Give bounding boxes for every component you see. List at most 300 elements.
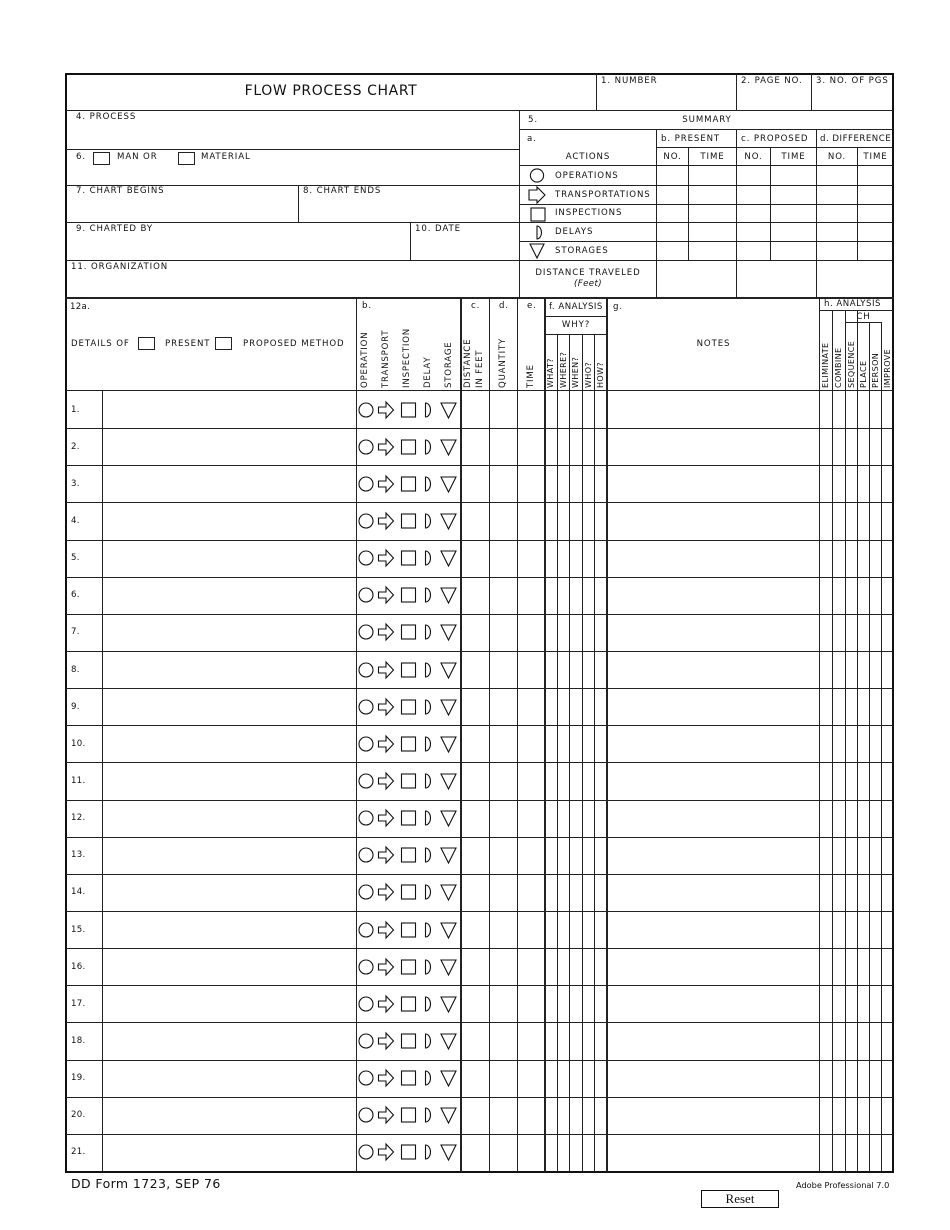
transport-icon[interactable] — [378, 921, 396, 940]
quantity-cell[interactable] — [490, 1135, 517, 1170]
place-check[interactable] — [858, 838, 869, 873]
where-check[interactable] — [558, 615, 569, 650]
storage-icon[interactable] — [440, 549, 458, 568]
eliminate-check[interactable] — [820, 1135, 832, 1170]
combine-check[interactable] — [833, 392, 845, 427]
operation-icon[interactable] — [358, 401, 376, 420]
delay-icon[interactable] — [422, 809, 440, 828]
storage-icon[interactable] — [440, 846, 458, 865]
time-cell[interactable] — [518, 615, 544, 650]
who-check[interactable] — [583, 1098, 594, 1133]
storage-icon[interactable] — [440, 958, 458, 977]
combine-check[interactable] — [833, 875, 845, 910]
transport-icon[interactable] — [378, 1069, 396, 1088]
summary-transportations-difference-no-cell[interactable] — [817, 186, 857, 204]
quantity-cell[interactable] — [490, 466, 517, 501]
distance-cell[interactable] — [462, 949, 489, 984]
inspection-icon[interactable] — [400, 475, 418, 494]
combine-check[interactable] — [833, 838, 845, 873]
transport-icon[interactable] — [378, 698, 396, 717]
place-check[interactable] — [858, 503, 869, 538]
notes-field[interactable] — [608, 615, 819, 650]
transport-icon[interactable] — [378, 401, 396, 420]
details-field[interactable] — [103, 949, 356, 984]
chart-ends-field[interactable] — [299, 197, 518, 222]
what-check[interactable] — [546, 1135, 557, 1170]
inspection-icon[interactable] — [400, 772, 418, 791]
who-check[interactable] — [583, 1061, 594, 1096]
improve-check[interactable] — [882, 466, 893, 501]
what-check[interactable] — [546, 578, 557, 613]
how-check[interactable] — [595, 1061, 606, 1096]
delay-icon[interactable] — [422, 1143, 440, 1162]
improve-check[interactable] — [882, 503, 893, 538]
delay-icon[interactable] — [422, 623, 440, 642]
summary-transportations-difference-time-cell[interactable] — [858, 186, 893, 204]
sequence-check[interactable] — [846, 726, 857, 761]
combine-check[interactable] — [833, 541, 845, 576]
combine-check[interactable] — [833, 949, 845, 984]
inspection-icon[interactable] — [400, 623, 418, 642]
how-check[interactable] — [595, 1098, 606, 1133]
notes-field[interactable] — [608, 1061, 819, 1096]
eliminate-check[interactable] — [820, 689, 832, 724]
when-check[interactable] — [570, 689, 582, 724]
delay-icon[interactable] — [422, 772, 440, 791]
time-cell[interactable] — [518, 763, 544, 798]
who-check[interactable] — [583, 875, 594, 910]
what-check[interactable] — [546, 1098, 557, 1133]
where-check[interactable] — [558, 429, 569, 464]
place-check[interactable] — [858, 912, 869, 947]
eliminate-check[interactable] — [820, 1061, 832, 1096]
notes-field[interactable] — [608, 652, 819, 687]
person-check[interactable] — [870, 652, 881, 687]
person-check[interactable] — [870, 392, 881, 427]
where-check[interactable] — [558, 689, 569, 724]
combine-check[interactable] — [833, 615, 845, 650]
inspection-icon[interactable] — [400, 698, 418, 717]
summary-operations-present-no-cell[interactable] — [657, 166, 688, 185]
summary-delays-difference-time-cell[interactable] — [858, 223, 893, 241]
where-check[interactable] — [558, 392, 569, 427]
time-cell[interactable] — [518, 578, 544, 613]
place-check[interactable] — [858, 1061, 869, 1096]
operation-icon[interactable] — [358, 921, 376, 940]
transport-icon[interactable] — [378, 995, 396, 1014]
inspection-icon[interactable] — [400, 883, 418, 902]
person-check[interactable] — [870, 541, 881, 576]
transport-icon[interactable] — [378, 1106, 396, 1125]
how-check[interactable] — [595, 949, 606, 984]
improve-check[interactable] — [882, 1023, 893, 1058]
distance-difference-cell[interactable] — [817, 261, 893, 297]
place-check[interactable] — [858, 392, 869, 427]
operation-icon[interactable] — [358, 958, 376, 977]
person-check[interactable] — [870, 949, 881, 984]
inspection-icon[interactable] — [400, 1143, 418, 1162]
notes-field[interactable] — [608, 986, 819, 1021]
quantity-cell[interactable] — [490, 429, 517, 464]
person-check[interactable] — [870, 578, 881, 613]
quantity-cell[interactable] — [490, 503, 517, 538]
storage-icon[interactable] — [440, 661, 458, 680]
eliminate-check[interactable] — [820, 986, 832, 1021]
what-check[interactable] — [546, 615, 557, 650]
eliminate-check[interactable] — [820, 801, 832, 836]
quantity-cell[interactable] — [490, 541, 517, 576]
summary-inspections-difference-no-cell[interactable] — [817, 205, 857, 222]
who-check[interactable] — [583, 838, 594, 873]
where-check[interactable] — [558, 726, 569, 761]
sequence-check[interactable] — [846, 875, 857, 910]
sequence-check[interactable] — [846, 949, 857, 984]
person-check[interactable] — [870, 763, 881, 798]
what-check[interactable] — [546, 466, 557, 501]
delay-icon[interactable] — [422, 921, 440, 940]
notes-field[interactable] — [608, 392, 819, 427]
improve-check[interactable] — [882, 689, 893, 724]
quantity-cell[interactable] — [490, 801, 517, 836]
inspection-icon[interactable] — [400, 735, 418, 754]
person-check[interactable] — [870, 1023, 881, 1058]
inspection-icon[interactable] — [400, 846, 418, 865]
what-check[interactable] — [546, 689, 557, 724]
distance-cell[interactable] — [462, 1023, 489, 1058]
eliminate-check[interactable] — [820, 615, 832, 650]
place-check[interactable] — [858, 652, 869, 687]
operation-icon[interactable] — [358, 1069, 376, 1088]
what-check[interactable] — [546, 986, 557, 1021]
place-check[interactable] — [858, 615, 869, 650]
person-check[interactable] — [870, 726, 881, 761]
how-check[interactable] — [595, 912, 606, 947]
summary-delays-proposed-time-cell[interactable] — [771, 223, 816, 241]
where-check[interactable] — [558, 1135, 569, 1170]
storage-icon[interactable] — [440, 698, 458, 717]
time-cell[interactable] — [518, 392, 544, 427]
time-cell[interactable] — [518, 429, 544, 464]
time-cell[interactable] — [518, 1023, 544, 1058]
when-check[interactable] — [570, 578, 582, 613]
details-field[interactable] — [103, 763, 356, 798]
where-check[interactable] — [558, 949, 569, 984]
eliminate-check[interactable] — [820, 652, 832, 687]
improve-check[interactable] — [882, 875, 893, 910]
combine-check[interactable] — [833, 429, 845, 464]
operation-icon[interactable] — [358, 1143, 376, 1162]
what-check[interactable] — [546, 1023, 557, 1058]
chart-begins-field[interactable] — [67, 197, 298, 222]
reset-button[interactable]: Reset — [701, 1190, 779, 1208]
transport-icon[interactable] — [378, 883, 396, 902]
who-check[interactable] — [583, 1135, 594, 1170]
what-check[interactable] — [546, 838, 557, 873]
distance-cell[interactable] — [462, 503, 489, 538]
delay-icon[interactable] — [422, 512, 440, 531]
man-checkbox[interactable] — [93, 152, 110, 165]
sequence-check[interactable] — [846, 1023, 857, 1058]
quantity-cell[interactable] — [490, 726, 517, 761]
delay-icon[interactable] — [422, 661, 440, 680]
what-check[interactable] — [546, 429, 557, 464]
notes-field[interactable] — [608, 801, 819, 836]
time-cell[interactable] — [518, 838, 544, 873]
who-check[interactable] — [583, 912, 594, 947]
delay-icon[interactable] — [422, 1106, 440, 1125]
when-check[interactable] — [570, 615, 582, 650]
what-check[interactable] — [546, 541, 557, 576]
storage-icon[interactable] — [440, 1106, 458, 1125]
time-cell[interactable] — [518, 986, 544, 1021]
delay-icon[interactable] — [422, 438, 440, 457]
summary-transportations-proposed-time-cell[interactable] — [771, 186, 816, 204]
place-check[interactable] — [858, 1098, 869, 1133]
storage-icon[interactable] — [440, 1143, 458, 1162]
distance-cell[interactable] — [462, 1135, 489, 1170]
transport-icon[interactable] — [378, 512, 396, 531]
place-check[interactable] — [858, 1135, 869, 1170]
eliminate-check[interactable] — [820, 541, 832, 576]
distance-cell[interactable] — [462, 726, 489, 761]
quantity-cell[interactable] — [490, 763, 517, 798]
summary-delays-proposed-no-cell[interactable] — [737, 223, 770, 241]
sequence-check[interactable] — [846, 541, 857, 576]
summary-transportations-present-no-cell[interactable] — [657, 186, 688, 204]
quantity-cell[interactable] — [490, 986, 517, 1021]
distance-cell[interactable] — [462, 1098, 489, 1133]
place-check[interactable] — [858, 763, 869, 798]
eliminate-check[interactable] — [820, 429, 832, 464]
operation-icon[interactable] — [358, 475, 376, 494]
details-field[interactable] — [103, 875, 356, 910]
details-field[interactable] — [103, 392, 356, 427]
how-check[interactable] — [595, 1135, 606, 1170]
what-check[interactable] — [546, 652, 557, 687]
summary-transportations-proposed-no-cell[interactable] — [737, 186, 770, 204]
details-field[interactable] — [103, 912, 356, 947]
details-field[interactable] — [103, 1098, 356, 1133]
details-field[interactable] — [103, 726, 356, 761]
inspection-icon[interactable] — [400, 586, 418, 605]
operation-icon[interactable] — [358, 995, 376, 1014]
quantity-cell[interactable] — [490, 912, 517, 947]
inspection-icon[interactable] — [400, 1106, 418, 1125]
sequence-check[interactable] — [846, 838, 857, 873]
how-check[interactable] — [595, 875, 606, 910]
notes-field[interactable] — [608, 541, 819, 576]
summary-storages-present-no-cell[interactable] — [657, 242, 688, 260]
improve-check[interactable] — [882, 838, 893, 873]
operation-icon[interactable] — [358, 512, 376, 531]
summary-storages-difference-no-cell[interactable] — [817, 242, 857, 260]
when-check[interactable] — [570, 801, 582, 836]
distance-cell[interactable] — [462, 689, 489, 724]
transport-icon[interactable] — [378, 735, 396, 754]
storage-icon[interactable] — [440, 586, 458, 605]
when-check[interactable] — [570, 541, 582, 576]
charted-by-field[interactable] — [67, 235, 410, 260]
storage-icon[interactable] — [440, 772, 458, 791]
improve-check[interactable] — [882, 912, 893, 947]
how-check[interactable] — [595, 726, 606, 761]
eliminate-check[interactable] — [820, 912, 832, 947]
how-check[interactable] — [595, 392, 606, 427]
eliminate-check[interactable] — [820, 392, 832, 427]
summary-inspections-present-time-cell[interactable] — [689, 205, 736, 222]
storage-icon[interactable] — [440, 735, 458, 754]
details-field[interactable] — [103, 1023, 356, 1058]
what-check[interactable] — [546, 726, 557, 761]
when-check[interactable] — [570, 1135, 582, 1170]
transport-icon[interactable] — [378, 772, 396, 791]
notes-field[interactable] — [608, 1023, 819, 1058]
place-check[interactable] — [858, 949, 869, 984]
notes-field[interactable] — [608, 875, 819, 910]
time-cell[interactable] — [518, 1061, 544, 1096]
quantity-cell[interactable] — [490, 392, 517, 427]
combine-check[interactable] — [833, 503, 845, 538]
improve-check[interactable] — [882, 1135, 893, 1170]
time-cell[interactable] — [518, 912, 544, 947]
combine-check[interactable] — [833, 689, 845, 724]
sequence-check[interactable] — [846, 763, 857, 798]
time-cell[interactable] — [518, 652, 544, 687]
operation-icon[interactable] — [358, 438, 376, 457]
person-check[interactable] — [870, 615, 881, 650]
notes-field[interactable] — [608, 1098, 819, 1133]
where-check[interactable] — [558, 1098, 569, 1133]
operation-icon[interactable] — [358, 846, 376, 865]
notes-field[interactable] — [608, 466, 819, 501]
combine-check[interactable] — [833, 986, 845, 1021]
eliminate-check[interactable] — [820, 578, 832, 613]
distance-cell[interactable] — [462, 986, 489, 1021]
where-check[interactable] — [558, 763, 569, 798]
transport-icon[interactable] — [378, 549, 396, 568]
when-check[interactable] — [570, 875, 582, 910]
delay-icon[interactable] — [422, 401, 440, 420]
who-check[interactable] — [583, 689, 594, 724]
place-check[interactable] — [858, 875, 869, 910]
storage-icon[interactable] — [440, 438, 458, 457]
eliminate-check[interactable] — [820, 1098, 832, 1133]
improve-check[interactable] — [882, 392, 893, 427]
improve-check[interactable] — [882, 578, 893, 613]
material-checkbox[interactable] — [178, 152, 195, 165]
storage-icon[interactable] — [440, 809, 458, 828]
transport-icon[interactable] — [378, 475, 396, 494]
summary-operations-difference-no-cell[interactable] — [817, 166, 857, 185]
combine-check[interactable] — [833, 652, 845, 687]
combine-check[interactable] — [833, 1098, 845, 1133]
place-check[interactable] — [858, 578, 869, 613]
when-check[interactable] — [570, 652, 582, 687]
details-field[interactable] — [103, 578, 356, 613]
when-check[interactable] — [570, 503, 582, 538]
operation-icon[interactable] — [358, 1106, 376, 1125]
who-check[interactable] — [583, 986, 594, 1021]
what-check[interactable] — [546, 503, 557, 538]
person-check[interactable] — [870, 429, 881, 464]
person-check[interactable] — [870, 1135, 881, 1170]
sequence-check[interactable] — [846, 429, 857, 464]
where-check[interactable] — [558, 801, 569, 836]
place-check[interactable] — [858, 429, 869, 464]
sequence-check[interactable] — [846, 912, 857, 947]
details-field[interactable] — [103, 541, 356, 576]
transport-icon[interactable] — [378, 661, 396, 680]
time-cell[interactable] — [518, 1098, 544, 1133]
improve-check[interactable] — [882, 986, 893, 1021]
person-check[interactable] — [870, 1098, 881, 1133]
when-check[interactable] — [570, 392, 582, 427]
storage-icon[interactable] — [440, 1069, 458, 1088]
how-check[interactable] — [595, 503, 606, 538]
who-check[interactable] — [583, 429, 594, 464]
eliminate-check[interactable] — [820, 838, 832, 873]
details-field[interactable] — [103, 689, 356, 724]
notes-field[interactable] — [608, 838, 819, 873]
inspection-icon[interactable] — [400, 1032, 418, 1051]
improve-check[interactable] — [882, 763, 893, 798]
delay-icon[interactable] — [422, 846, 440, 865]
who-check[interactable] — [583, 652, 594, 687]
place-check[interactable] — [858, 986, 869, 1021]
person-check[interactable] — [870, 689, 881, 724]
distance-cell[interactable] — [462, 466, 489, 501]
summary-storages-proposed-no-cell[interactable] — [737, 242, 770, 260]
what-check[interactable] — [546, 1061, 557, 1096]
inspection-icon[interactable] — [400, 661, 418, 680]
distance-cell[interactable] — [462, 801, 489, 836]
how-check[interactable] — [595, 986, 606, 1021]
transport-icon[interactable] — [378, 958, 396, 977]
sequence-check[interactable] — [846, 1098, 857, 1133]
time-cell[interactable] — [518, 689, 544, 724]
sequence-check[interactable] — [846, 652, 857, 687]
time-cell[interactable] — [518, 949, 544, 984]
summary-operations-present-time-cell[interactable] — [689, 166, 736, 185]
how-check[interactable] — [595, 763, 606, 798]
delay-icon[interactable] — [422, 1069, 440, 1088]
operation-icon[interactable] — [358, 661, 376, 680]
where-check[interactable] — [558, 578, 569, 613]
where-check[interactable] — [558, 541, 569, 576]
time-cell[interactable] — [518, 1135, 544, 1170]
how-check[interactable] — [595, 541, 606, 576]
summary-operations-proposed-no-cell[interactable] — [737, 166, 770, 185]
inspection-icon[interactable] — [400, 512, 418, 531]
process-field[interactable] — [67, 123, 518, 149]
inspection-icon[interactable] — [400, 995, 418, 1014]
quantity-cell[interactable] — [490, 689, 517, 724]
summary-storages-proposed-time-cell[interactable] — [771, 242, 816, 260]
distance-cell[interactable] — [462, 615, 489, 650]
distance-proposed-cell[interactable] — [737, 261, 816, 297]
distance-cell[interactable] — [462, 875, 489, 910]
distance-present-cell[interactable] — [657, 261, 736, 297]
improve-check[interactable] — [882, 429, 893, 464]
combine-check[interactable] — [833, 912, 845, 947]
transport-icon[interactable] — [378, 846, 396, 865]
summary-inspections-proposed-no-cell[interactable] — [737, 205, 770, 222]
number-field[interactable] — [597, 86, 736, 110]
distance-cell[interactable] — [462, 541, 489, 576]
details-field[interactable] — [103, 1135, 356, 1170]
quantity-cell[interactable] — [490, 1023, 517, 1058]
combine-check[interactable] — [833, 466, 845, 501]
